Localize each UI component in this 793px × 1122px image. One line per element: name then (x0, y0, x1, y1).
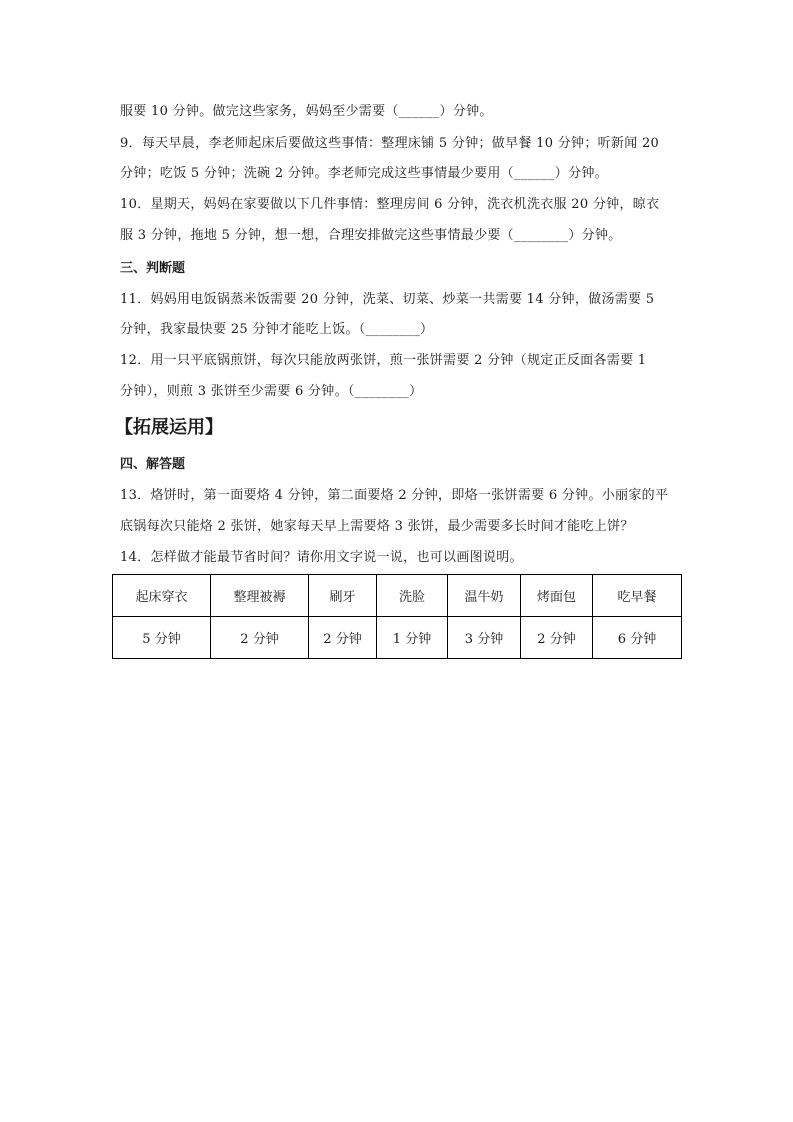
table-cell-task: 起床穿衣 (113, 575, 211, 617)
table-cell-time: 5 分钟 (113, 617, 211, 659)
table-cell-task: 整理被褥 (211, 575, 309, 617)
q9-line-2: 分钟；吃饭 5 分钟；洗碗 2 分钟。李老师完成这些事情最少要用（______）分钟。 (120, 166, 608, 181)
table-row-tasks (113, 575, 682, 617)
q11-line-2: 分钟，我家最快要 25 分钟才能吃上饭。（________） (120, 322, 434, 337)
q11-line-1: 11．妈妈用电饭锅蒸米饭需要 20 分钟，洗菜、切菜、炒菜一共需要 14 分钟，做汤需要 5 (120, 292, 655, 307)
q12-line-2: 分钟），则煎 3 张饼至少需要 6 分钟。（________） (120, 384, 423, 399)
q10-line-2: 服 3 分钟，拖地 5 分钟，想一想，合理安排做完这些事情最少要（________）分钟。 (120, 228, 622, 243)
table-cell-task: 刷牙 (309, 575, 377, 617)
table-cell-time: 1 分钟 (377, 617, 448, 659)
q13-line-2: 底锅每次只能烙 2 张饼，她家每天早上需要烙 3 张饼，最少需要多长时间才能吃上饼？ (120, 519, 634, 534)
table-cell-task: 洗脸 (377, 575, 448, 617)
table-row-times (113, 617, 682, 659)
table-cell-time: 2 分钟 (211, 617, 309, 659)
extension-heading: 【拓展运用】 (115, 417, 223, 438)
table-cell-time: 6 分钟 (593, 617, 682, 659)
section-answer-heading: 四、解答题 (120, 457, 186, 472)
q10-line-1: 10．星期天，妈妈在家要做以下几件事情：整理房间 6 分钟，洗衣机洗衣服 20 分钟，晾衣 (120, 197, 660, 212)
morning-task-table (112, 574, 682, 659)
q12-line-1: 12．用一只平底锅煎饼，每次只能放两张饼，煎一张饼需要 2 分钟（规定正反面各需要 1 (120, 353, 647, 368)
q9-line-1: 9．每天早晨，李老师起床后要做这些事情：整理床铺 5 分钟；做早餐 10 分钟；听新闻 20 (120, 136, 660, 151)
table-cell-task: 吃早餐 (593, 575, 682, 617)
table-cell-time: 2 分钟 (309, 617, 377, 659)
table-cell-time: 2 分钟 (521, 617, 593, 659)
q14-line: 14．怎样做才能最节省时间？请你用文字说一说，也可以画图说明。 (120, 550, 523, 565)
q8-continuation: 服要 10 分钟。做完这些家务，妈妈至少需要（______）分钟。 (120, 104, 493, 119)
table-cell-task: 烤面包 (521, 575, 593, 617)
table-cell-time: 3 分钟 (448, 617, 521, 659)
table-cell-task: 温牛奶 (448, 575, 521, 617)
section-judgement-heading: 三、判断题 (120, 261, 186, 276)
q13-line-1: 13．烙饼时，第一面要烙 4 分钟，第二面要烙 2 分钟，即烙一张饼需要 6 分钟。小丽家的平 (120, 488, 669, 503)
